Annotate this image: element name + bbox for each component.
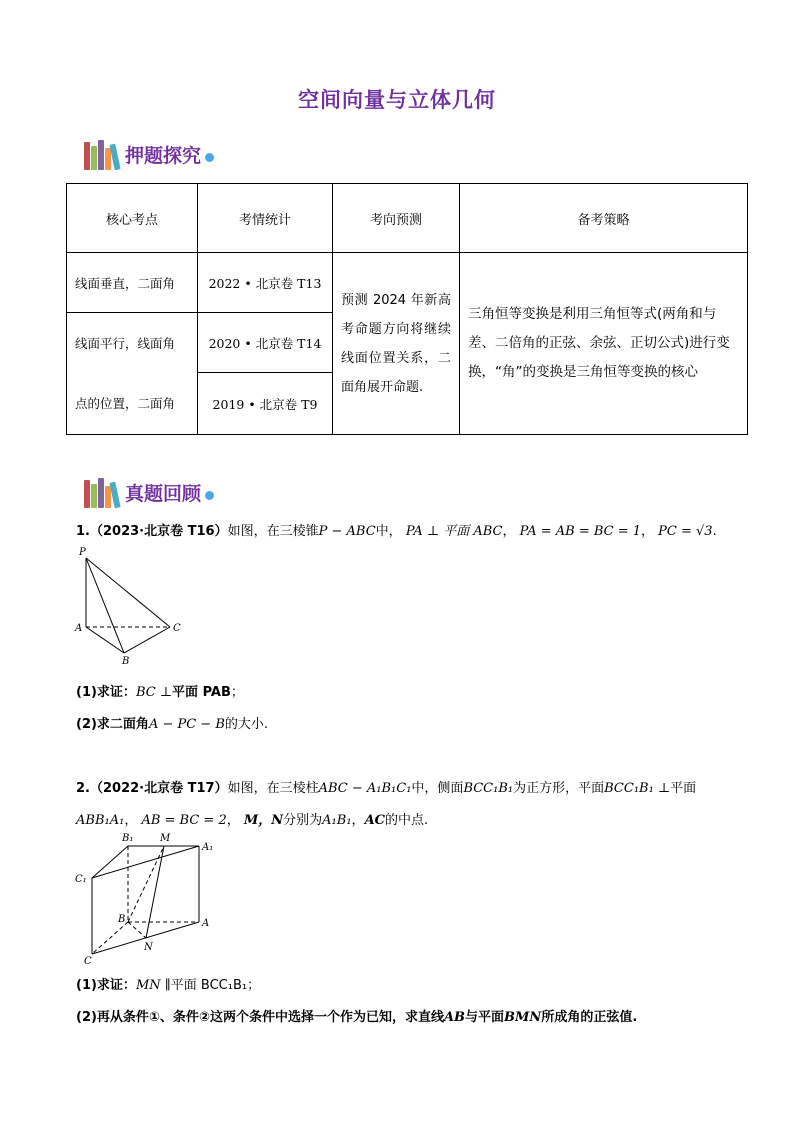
math: ABB₁A₁ — [76, 813, 125, 828]
text: 中，侧面 — [411, 781, 464, 796]
text: 为正方形，平面 — [513, 781, 605, 796]
section-heading-review — [82, 475, 214, 509]
math: BMN — [504, 1010, 542, 1025]
bullet-dot-icon — [205, 153, 214, 162]
question-label: (2)再从条件①、条件②这两个条件中选择一个作为已知，求直线 — [76, 1010, 444, 1025]
edge-pb — [86, 558, 124, 653]
question-label: (1)求证： — [76, 685, 136, 700]
vertex-label: B₁ — [122, 833, 134, 844]
edge-bm — [128, 846, 164, 922]
books-icon — [82, 138, 122, 170]
vertex-label: M — [160, 833, 171, 844]
vertex-label: P — [79, 547, 86, 558]
vertex-label: C — [84, 956, 92, 967]
math: A₁B₁ — [322, 813, 352, 828]
table-cell-point: 线面垂直，二面角 — [67, 253, 198, 313]
text: 的大小. — [224, 717, 269, 732]
math: AC — [364, 813, 385, 828]
problem-2-question-2 — [76, 1006, 637, 1025]
table-header: 考向预测 — [333, 184, 460, 253]
text: 所成角的正弦值. — [541, 1010, 638, 1025]
problem-2-question-1: (1)求证：MN ∥平面 BCC₁B₁； — [76, 978, 261, 993]
table-cell-point-line: 点的位置，二面角 — [75, 395, 176, 411]
problem-2-statement-line-2: ABB₁A₁， AB = BC = 2， M，N分别为A₁B₁，AC的中点. — [76, 813, 429, 828]
problem-number: 1. — [76, 524, 90, 539]
page-title: 空间向量与立体几何 — [298, 88, 496, 112]
exam-analysis-table — [66, 183, 748, 435]
section-heading-predict — [82, 137, 214, 171]
text: 的中点. — [385, 813, 429, 828]
math: BCC₁B₁ ⊥ — [604, 781, 671, 796]
problem-source: （2022·北京卷 T17） — [89, 781, 228, 796]
edge-c1a1 — [92, 846, 199, 878]
edge-pc — [86, 558, 170, 627]
text: 如图，在三棱锥 — [227, 524, 319, 539]
math: BCC₁B₁ — [463, 781, 514, 796]
math: M，N — [243, 813, 284, 828]
vertex-label: A — [202, 918, 210, 929]
text: 平面 PAB — [172, 685, 231, 700]
bullet-dot-icon — [205, 491, 214, 500]
text: 分别为 — [283, 813, 323, 828]
text: 平面 BCC₁B₁ — [170, 978, 248, 993]
table-header: 备考策略 — [460, 184, 748, 253]
math: MN ∥ — [135, 978, 171, 993]
problem-number: 2. — [76, 781, 90, 796]
problem-1-statement: 1.（2023·北京卷 T16）如图，在三棱锥P − ABC中， PA ⊥ 平面 ABC， PA = AB = BC = 1， PC = √3. — [76, 524, 717, 539]
edge-bn — [128, 922, 146, 938]
math: PA ⊥ 平面 ABC — [405, 524, 503, 539]
table-header: 核心考点 — [67, 184, 198, 253]
books-icon — [82, 476, 122, 508]
math: P − ABC — [318, 524, 376, 539]
table-cell-strategy: 三角恒等变换是利用三角恒等式(两角和与差、二倍角的正弦、余弦、正切公式)进行变换，“角”的变换是三角恒等变换的核心 — [460, 253, 748, 435]
vertex-label: C₁ — [75, 874, 87, 885]
vertex-label: B — [122, 656, 130, 667]
vertex-label: A — [75, 623, 83, 634]
figure-pyramid — [72, 545, 192, 667]
problem-2-statement-line-1 — [76, 777, 696, 796]
edge-bc — [92, 922, 128, 954]
table-cell-stat: 2019 • 北京卷 T9 — [198, 373, 333, 435]
text: 中， — [375, 524, 402, 539]
math: PA = AB = BC = 1 — [519, 524, 642, 539]
vertex-label: C — [173, 623, 181, 634]
problem-1-question-1: (1)求证：BC ⊥平面 PAB； — [76, 685, 244, 700]
text: 平面 — [670, 781, 697, 796]
figure-prism — [72, 830, 222, 968]
text: 与平面 — [465, 1010, 505, 1025]
table-cell-stat: 2020 • 北京卷 T14 — [198, 313, 333, 373]
table-cell-point — [67, 313, 198, 435]
vertex-label: N — [144, 942, 153, 953]
math: A − PC − B — [148, 717, 225, 732]
vertex-label: A₁ — [202, 842, 214, 853]
table-cell-stat: 2022 • 北京卷 T13 — [198, 253, 333, 313]
section-title: 真题回顾 — [125, 482, 202, 505]
edge-c1b1 — [92, 846, 128, 878]
problem-1-question-2 — [76, 713, 268, 732]
math: BC ⊥ — [135, 685, 173, 700]
question-label: (1)求证： — [76, 978, 136, 993]
question-label: (2)求二面角 — [76, 717, 149, 732]
table-cell-prediction: 预测 2024 年新高考命题方向将继续线面位置关系，二面角展开命题. — [333, 253, 460, 435]
vertex-label: B — [118, 914, 126, 925]
problem-source: （2023·北京卷 T16） — [89, 524, 228, 539]
text: 如图，在三棱柱 — [227, 781, 319, 796]
table-header: 考情统计 — [198, 184, 333, 253]
table-cell-point-line: 线面平行，线面角 — [75, 335, 176, 351]
math: AB = BC = 2 — [141, 813, 227, 828]
section-title: 押题探究 — [125, 144, 202, 167]
math: AB — [443, 1010, 466, 1025]
edge-mn — [146, 846, 164, 938]
math: PC = √3 — [658, 524, 713, 539]
edge-bc — [124, 627, 170, 653]
math: ABC − A₁B₁C₁ — [318, 781, 412, 796]
